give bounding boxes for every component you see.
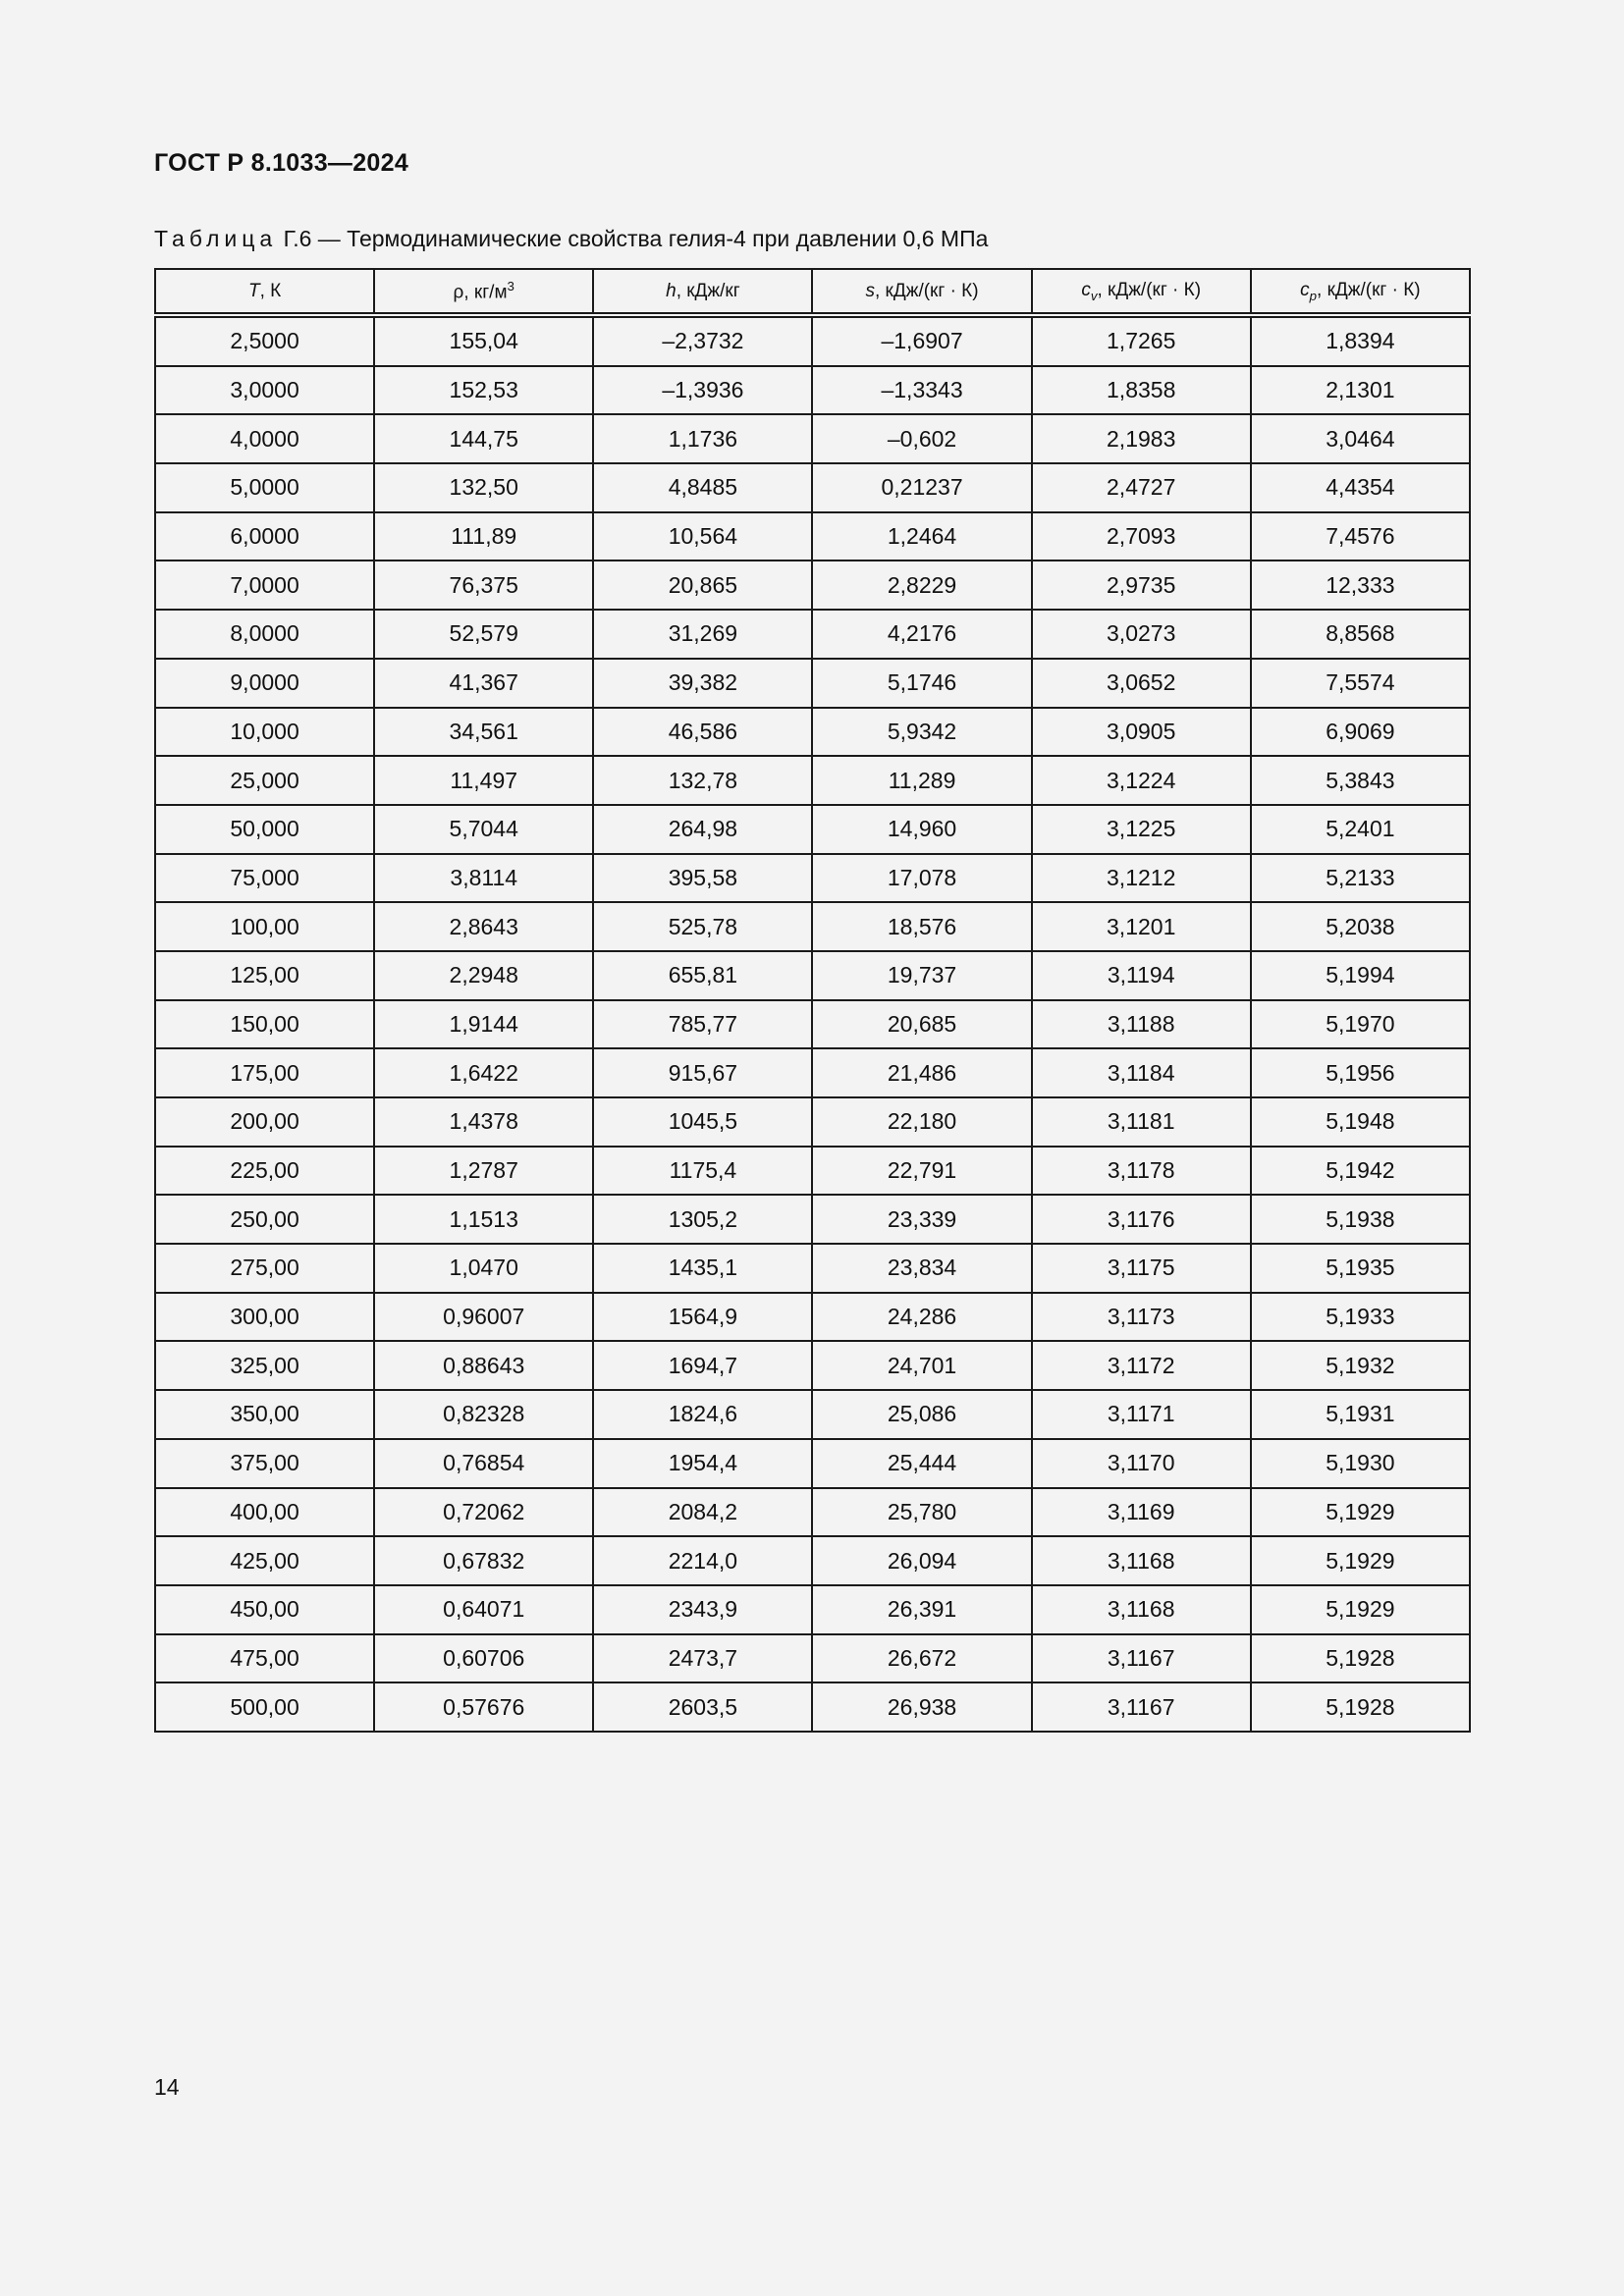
cell-cp: 5,2401: [1251, 805, 1470, 854]
cell-temperature: 7,0000: [155, 561, 374, 610]
cell-entropy: 19,737: [812, 951, 1031, 1000]
cell-cp: 5,1931: [1251, 1390, 1470, 1439]
table-row: [155, 1488, 1470, 1537]
cell-density: 11,497: [374, 756, 593, 805]
document-header: ГОСТ Р 8.1033—2024: [154, 149, 409, 177]
cell-enthalpy: 46,586: [593, 708, 812, 757]
cell-cv: 3,0652: [1032, 659, 1251, 708]
cell-cp: 5,1929: [1251, 1585, 1470, 1634]
table-row: [155, 1341, 1470, 1390]
table-row: [155, 1048, 1470, 1097]
table-row: [155, 805, 1470, 854]
table-row: [155, 1536, 1470, 1585]
cell-enthalpy: 655,81: [593, 951, 812, 1000]
cell-entropy: 22,180: [812, 1097, 1031, 1147]
cell-cp: 5,1935: [1251, 1244, 1470, 1293]
cell-entropy: 25,086: [812, 1390, 1031, 1439]
cell-entropy: 24,701: [812, 1341, 1031, 1390]
cell-cv: 3,1168: [1032, 1536, 1251, 1585]
cell-temperature: 200,00: [155, 1097, 374, 1147]
table-row: [155, 854, 1470, 903]
cell-density: 152,53: [374, 366, 593, 415]
cell-density: 1,6422: [374, 1048, 593, 1097]
table-row: [155, 1097, 1470, 1147]
cell-cv: 3,1168: [1032, 1585, 1251, 1634]
cell-temperature: 325,00: [155, 1341, 374, 1390]
cell-cp: 5,2133: [1251, 854, 1470, 903]
cell-cp: 5,1938: [1251, 1195, 1470, 1244]
table-row: [155, 561, 1470, 610]
cell-entropy: –1,6907: [812, 315, 1031, 366]
table-row: [155, 756, 1470, 805]
cell-enthalpy: –2,3732: [593, 315, 812, 366]
cell-cv: 3,1175: [1032, 1244, 1251, 1293]
cell-entropy: 25,444: [812, 1439, 1031, 1488]
cell-entropy: 1,2464: [812, 512, 1031, 561]
cell-cp: 5,3843: [1251, 756, 1470, 805]
cell-cp: 8,8568: [1251, 610, 1470, 659]
cell-density: 5,7044: [374, 805, 593, 854]
cell-enthalpy: 2084,2: [593, 1488, 812, 1537]
cell-cv: 1,8358: [1032, 366, 1251, 415]
cell-enthalpy: 1435,1: [593, 1244, 812, 1293]
properties-table: [154, 268, 1471, 1733]
cell-enthalpy: 1,1736: [593, 414, 812, 463]
cell-temperature: 75,000: [155, 854, 374, 903]
cell-cp: 5,1930: [1251, 1439, 1470, 1488]
cell-entropy: 26,094: [812, 1536, 1031, 1585]
cell-temperature: 3,0000: [155, 366, 374, 415]
cell-temperature: 250,00: [155, 1195, 374, 1244]
cell-cp: 5,1929: [1251, 1536, 1470, 1585]
cell-cp: 2,1301: [1251, 366, 1470, 415]
cell-temperature: 375,00: [155, 1439, 374, 1488]
cell-enthalpy: 31,269: [593, 610, 812, 659]
table-row: [155, 951, 1470, 1000]
cell-temperature: 275,00: [155, 1244, 374, 1293]
cell-enthalpy: 20,865: [593, 561, 812, 610]
cell-temperature: 125,00: [155, 951, 374, 1000]
cell-entropy: 21,486: [812, 1048, 1031, 1097]
cell-cp: 5,1956: [1251, 1048, 1470, 1097]
cell-entropy: 5,9342: [812, 708, 1031, 757]
table-header-row: [155, 269, 1470, 315]
cell-cp: 1,8394: [1251, 315, 1470, 366]
cell-enthalpy: 4,8485: [593, 463, 812, 512]
cell-cp: 5,1932: [1251, 1341, 1470, 1390]
column-header-enthalpy: h, кДж/кг: [593, 269, 812, 315]
cell-density: 34,561: [374, 708, 593, 757]
cell-density: 2,8643: [374, 902, 593, 951]
cell-density: 1,9144: [374, 1000, 593, 1049]
cell-density: 132,50: [374, 463, 593, 512]
cell-enthalpy: –1,3936: [593, 366, 812, 415]
cell-temperature: 500,00: [155, 1682, 374, 1732]
cell-temperature: 100,00: [155, 902, 374, 951]
cell-entropy: –0,602: [812, 414, 1031, 463]
cell-cv: 3,1181: [1032, 1097, 1251, 1147]
cell-cv: 3,1176: [1032, 1195, 1251, 1244]
cell-enthalpy: 915,67: [593, 1048, 812, 1097]
cell-entropy: 2,8229: [812, 561, 1031, 610]
cell-cv: 3,1212: [1032, 854, 1251, 903]
cell-temperature: 450,00: [155, 1585, 374, 1634]
cell-cp: 7,4576: [1251, 512, 1470, 561]
cell-enthalpy: 1175,4: [593, 1147, 812, 1196]
cell-enthalpy: 395,58: [593, 854, 812, 903]
cell-density: 52,579: [374, 610, 593, 659]
cell-cv: 3,0905: [1032, 708, 1251, 757]
column-header-temperature: T, К: [155, 269, 374, 315]
cell-temperature: 150,00: [155, 1000, 374, 1049]
table-row: [155, 315, 1470, 366]
cell-cp: 5,1994: [1251, 951, 1470, 1000]
cell-cp: 3,0464: [1251, 414, 1470, 463]
cell-density: 41,367: [374, 659, 593, 708]
cell-enthalpy: 132,78: [593, 756, 812, 805]
cell-cp: 6,9069: [1251, 708, 1470, 757]
table-row: [155, 902, 1470, 951]
cell-cv: 3,1170: [1032, 1439, 1251, 1488]
cell-density: 0,72062: [374, 1488, 593, 1537]
cell-enthalpy: 1824,6: [593, 1390, 812, 1439]
cell-density: 0,64071: [374, 1585, 593, 1634]
cell-cv: 3,1225: [1032, 805, 1251, 854]
cell-enthalpy: 39,382: [593, 659, 812, 708]
cell-density: 2,2948: [374, 951, 593, 1000]
cell-enthalpy: 2214,0: [593, 1536, 812, 1585]
cell-cv: 2,9735: [1032, 561, 1251, 610]
table-row: [155, 414, 1470, 463]
cell-temperature: 9,0000: [155, 659, 374, 708]
cell-cp: 4,4354: [1251, 463, 1470, 512]
table-row: [155, 1293, 1470, 1342]
cell-cv: 3,1184: [1032, 1048, 1251, 1097]
cell-enthalpy: 2473,7: [593, 1634, 812, 1683]
cell-entropy: 0,21237: [812, 463, 1031, 512]
cell-cv: 3,1224: [1032, 756, 1251, 805]
cell-cp: 5,1928: [1251, 1634, 1470, 1683]
cell-entropy: 24,286: [812, 1293, 1031, 1342]
cell-entropy: 26,672: [812, 1634, 1031, 1683]
table-row: [155, 1634, 1470, 1683]
cell-entropy: 26,391: [812, 1585, 1031, 1634]
cell-enthalpy: 2343,9: [593, 1585, 812, 1634]
cell-entropy: 26,938: [812, 1682, 1031, 1732]
cell-temperature: 225,00: [155, 1147, 374, 1196]
cell-cv: 2,1983: [1032, 414, 1251, 463]
cell-cp: 5,1948: [1251, 1097, 1470, 1147]
cell-density: 0,96007: [374, 1293, 593, 1342]
cell-cv: 3,1201: [1032, 902, 1251, 951]
cell-temperature: 10,000: [155, 708, 374, 757]
cell-enthalpy: 525,78: [593, 902, 812, 951]
cell-temperature: 25,000: [155, 756, 374, 805]
cell-entropy: 23,834: [812, 1244, 1031, 1293]
table-row: [155, 708, 1470, 757]
table-row: [155, 1585, 1470, 1634]
cell-cv: 3,1173: [1032, 1293, 1251, 1342]
table-caption-text: Г.6 — Термодинамические свойства гелия-4 при давлении 0,6 МПа: [283, 226, 989, 251]
cell-temperature: 6,0000: [155, 512, 374, 561]
cell-cp: 7,5574: [1251, 659, 1470, 708]
cell-cv: 1,7265: [1032, 315, 1251, 366]
cell-temperature: 300,00: [155, 1293, 374, 1342]
cell-enthalpy: 1045,5: [593, 1097, 812, 1147]
cell-cv: 3,0273: [1032, 610, 1251, 659]
cell-cv: 3,1167: [1032, 1682, 1251, 1732]
cell-cp: 5,1933: [1251, 1293, 1470, 1342]
table-row: [155, 366, 1470, 415]
cell-enthalpy: 1564,9: [593, 1293, 812, 1342]
cell-cv: 2,4727: [1032, 463, 1251, 512]
cell-entropy: 25,780: [812, 1488, 1031, 1537]
cell-density: 0,57676: [374, 1682, 593, 1732]
cell-density: 0,60706: [374, 1634, 593, 1683]
table-row: [155, 1000, 1470, 1049]
cell-cv: 3,1169: [1032, 1488, 1251, 1537]
table-row: [155, 1195, 1470, 1244]
cell-cv: 3,1171: [1032, 1390, 1251, 1439]
cell-cp: 5,2038: [1251, 902, 1470, 951]
cell-cv: 3,1172: [1032, 1341, 1251, 1390]
cell-temperature: 8,0000: [155, 610, 374, 659]
cell-entropy: 5,1746: [812, 659, 1031, 708]
cell-entropy: –1,3343: [812, 366, 1031, 415]
cell-temperature: 400,00: [155, 1488, 374, 1537]
cell-enthalpy: 264,98: [593, 805, 812, 854]
cell-enthalpy: 785,77: [593, 1000, 812, 1049]
cell-cp: 12,333: [1251, 561, 1470, 610]
cell-cp: 5,1942: [1251, 1147, 1470, 1196]
cell-enthalpy: 1305,2: [593, 1195, 812, 1244]
table-body: [155, 315, 1470, 1732]
cell-entropy: 11,289: [812, 756, 1031, 805]
cell-entropy: 23,339: [812, 1195, 1031, 1244]
table-row: [155, 1390, 1470, 1439]
cell-density: 1,4378: [374, 1097, 593, 1147]
cell-entropy: 17,078: [812, 854, 1031, 903]
cell-density: 144,75: [374, 414, 593, 463]
column-header-cp: $c_p$, кДж/(кг · К): [1251, 269, 1470, 315]
column-header-entropy: s, кДж/(кг · К): [812, 269, 1031, 315]
table-row: [155, 512, 1470, 561]
cell-cv: 3,1178: [1032, 1147, 1251, 1196]
column-header-density: ρ, $кг/м^3$: [374, 269, 593, 315]
table-row: [155, 1682, 1470, 1732]
cell-temperature: 425,00: [155, 1536, 374, 1585]
cell-temperature: 50,000: [155, 805, 374, 854]
cell-cv: 2,7093: [1032, 512, 1251, 561]
table-row: [155, 1244, 1470, 1293]
cell-density: 1,2787: [374, 1147, 593, 1196]
cell-cv: 3,1188: [1032, 1000, 1251, 1049]
table-row: [155, 610, 1470, 659]
cell-density: 0,76854: [374, 1439, 593, 1488]
cell-entropy: 14,960: [812, 805, 1031, 854]
cell-cp: 5,1929: [1251, 1488, 1470, 1537]
cell-enthalpy: 2603,5: [593, 1682, 812, 1732]
cell-cv: 3,1194: [1032, 951, 1251, 1000]
column-header-cv: $c_v$, кДж/(кг · К): [1032, 269, 1251, 315]
cell-cp: 5,1970: [1251, 1000, 1470, 1049]
table-row: [155, 1147, 1470, 1196]
cell-enthalpy: 1694,7: [593, 1341, 812, 1390]
cell-density: 0,67832: [374, 1536, 593, 1585]
table-row: [155, 1439, 1470, 1488]
cell-density: 111,89: [374, 512, 593, 561]
cell-entropy: 4,2176: [812, 610, 1031, 659]
cell-cv: 3,1167: [1032, 1634, 1251, 1683]
cell-density: 76,375: [374, 561, 593, 610]
table-row: [155, 463, 1470, 512]
cell-temperature: 350,00: [155, 1390, 374, 1439]
cell-density: 1,1513: [374, 1195, 593, 1244]
cell-temperature: 175,00: [155, 1048, 374, 1097]
cell-density: 1,0470: [374, 1244, 593, 1293]
cell-temperature: 2,5000: [155, 315, 374, 366]
page-number: 14: [154, 2074, 180, 2100]
table-row: [155, 659, 1470, 708]
cell-entropy: 18,576: [812, 902, 1031, 951]
cell-density: 0,82328: [374, 1390, 593, 1439]
cell-density: 155,04: [374, 315, 593, 366]
cell-enthalpy: 10,564: [593, 512, 812, 561]
cell-temperature: 475,00: [155, 1634, 374, 1683]
cell-density: 3,8114: [374, 854, 593, 903]
table-caption-prefix: Таблица: [154, 226, 278, 251]
cell-density: 0,88643: [374, 1341, 593, 1390]
cell-temperature: 4,0000: [155, 414, 374, 463]
cell-cp: 5,1928: [1251, 1682, 1470, 1732]
cell-entropy: 20,685: [812, 1000, 1031, 1049]
cell-entropy: 22,791: [812, 1147, 1031, 1196]
table-caption: [154, 226, 988, 252]
cell-enthalpy: 1954,4: [593, 1439, 812, 1488]
cell-temperature: 5,0000: [155, 463, 374, 512]
